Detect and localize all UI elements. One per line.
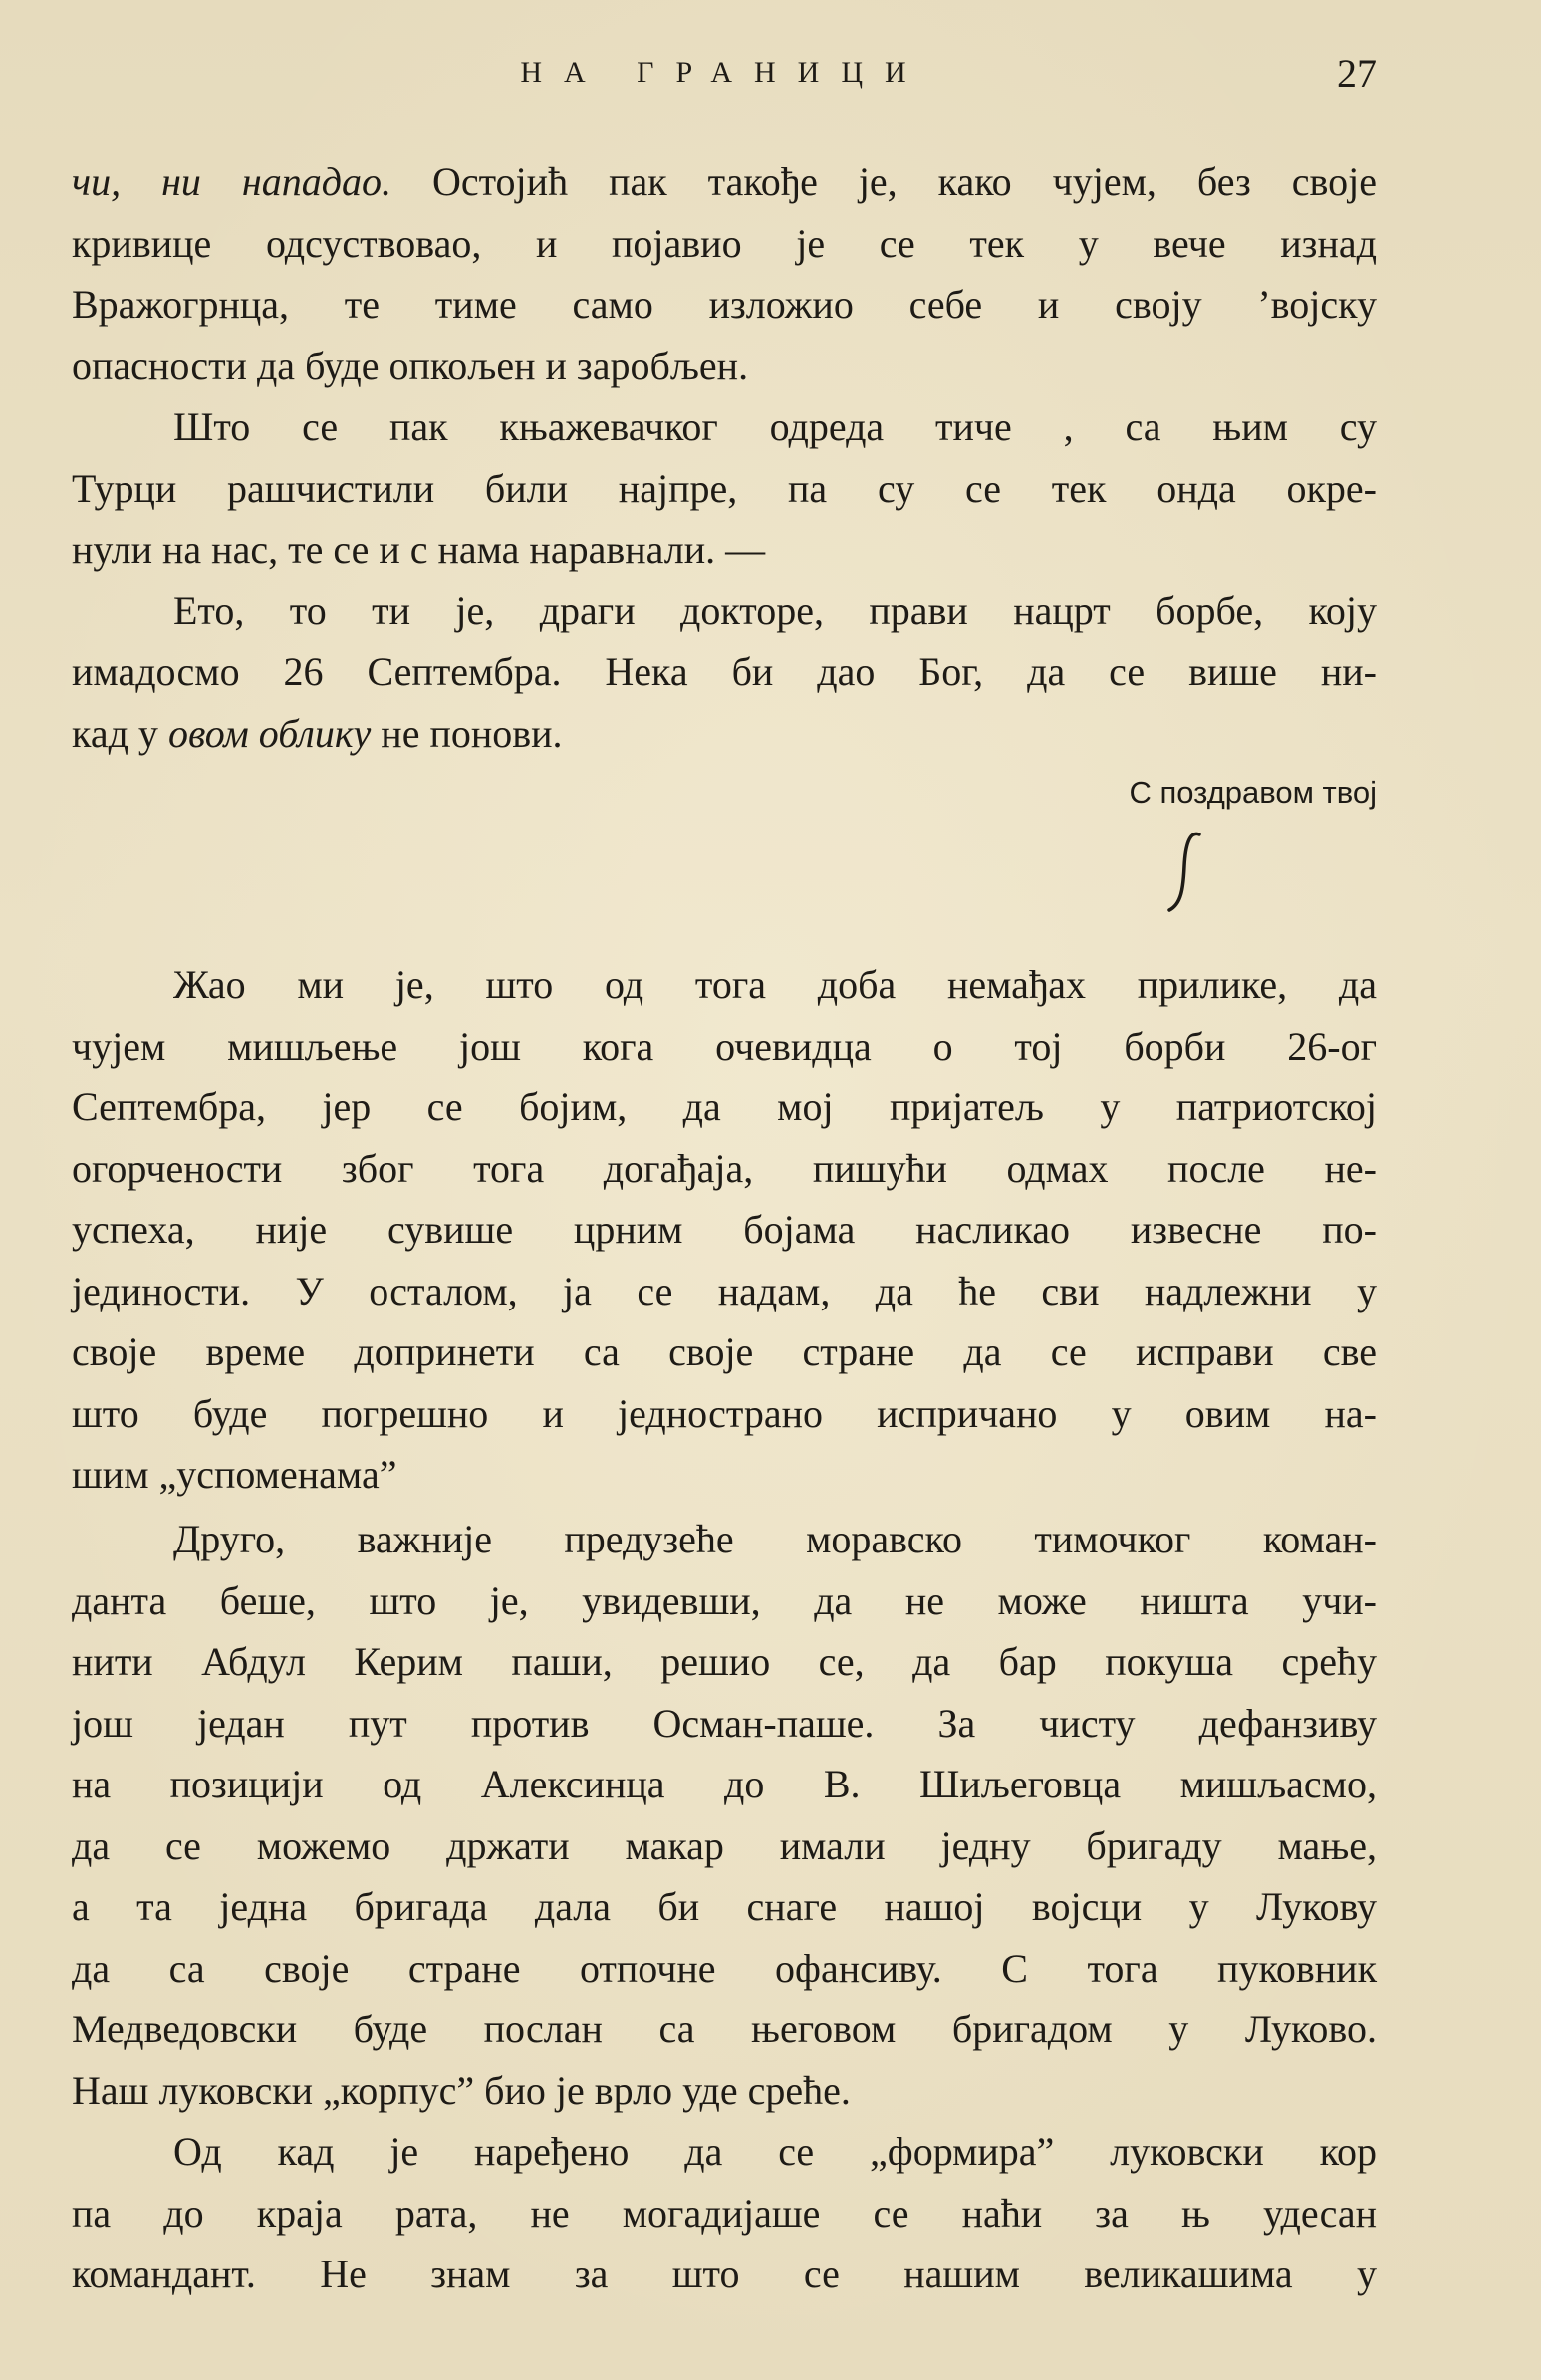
- text-line: Друго, важније предузеће моравско тимочког коман-: [173, 1517, 1377, 1561]
- text-line: јединости. У осталом, ја се надам, да ће сви надлежни у: [72, 1268, 1377, 1313]
- text-line: Септембра, јер се бојим, да мој пријатељ у патриотској: [72, 1084, 1377, 1129]
- signature-block: [72, 775, 1377, 914]
- text-line: Медведовски буде послан са његовом бригадом у Луково.: [72, 2007, 1377, 2051]
- text-line: [72, 703, 1377, 765]
- italic-phrase: овом облику: [167, 710, 372, 756]
- text-line: шим „успоменама”: [72, 1452, 397, 1497]
- text-line: да са своје стране отпочне офансиву. С тога пуковник: [72, 1945, 1377, 1991]
- text-line: командант. Не знам за што се нашим великашима у: [72, 2252, 1377, 2296]
- narrative-paragraphs: [72, 1509, 1377, 2305]
- text-line: нули на нас, те се и с нама наравнали. —: [72, 527, 766, 572]
- text-line: своје време допринети са своје стране да се исправи све: [72, 1329, 1377, 1374]
- text-line: а та једна бригада дала би снаге нашој војсци у Лукову: [72, 1884, 1377, 1929]
- text-line: Наш луковски „корпус” био је врло уде среће.: [72, 2067, 851, 2113]
- text-line: па до краја рата, не могадијаше се наћи за њ удесан: [72, 2190, 1377, 2236]
- text-line: Од кад је наређено да се „формира” луковски кор: [173, 2129, 1377, 2174]
- page-header: [72, 48, 1377, 108]
- text-line: Што се пак књажевачког одреда тиче , са њим су: [173, 404, 1377, 449]
- text-line: данта беше, што је, увидевши, да не може ништа учи-: [72, 1577, 1377, 1623]
- text-segment: не понови.: [371, 710, 563, 756]
- text-line: Жао ми је, што од тога доба немађах прилике, да: [173, 962, 1377, 1007]
- text-line: Ето, то ти је, драги докторе, прави нацрт борбе, коју: [173, 588, 1377, 633]
- text-segment: Остојић пак такође је, како чујем, без своје: [390, 159, 1377, 204]
- text-line: да се можемо држати макар имали једну бригаду мање,: [72, 1822, 1377, 1868]
- text-line: чујем мишљење још кога очевидца о тој борби 26-ог: [72, 1023, 1377, 1069]
- text-line: кривице одсуствовао, и појавио је се тек у вече изнад: [72, 220, 1377, 266]
- text-line: још један пут против Осман-паше. За чисту дефанзиву: [72, 1700, 1377, 1746]
- text-line: огорчености због тога догађаја, пишући одмах после не-: [72, 1145, 1377, 1191]
- closing-greeting: С поздравом твој: [1129, 775, 1377, 810]
- letter-text: [72, 151, 1377, 764]
- signature-mark-icon: [1156, 827, 1215, 916]
- text-line: нити Абдул Керим паши, решио се, да бар покуша срећу: [72, 1639, 1377, 1684]
- text-line: опасности да буде опкољен и заробљен.: [72, 343, 749, 388]
- italic-phrase: чи, ни нападао.: [72, 159, 391, 204]
- text-line: имадосмо 26 Септембра. Нека би дао Бог, да се више ни-: [72, 649, 1377, 694]
- text-segment: кад у: [72, 710, 168, 756]
- text-line: Вражогрнца, те тиме само изложио себе и своју ’војску: [72, 282, 1377, 327]
- text-line: на позицији од Алексинца до В. Шиљеговца мишљасмо,: [72, 1762, 1377, 1806]
- text-line: Турци рашчистили били најпре, па су се тек онда окре-: [72, 465, 1377, 511]
- text-line: што буде погрешно и једнострано испричано у овим на-: [72, 1390, 1377, 1436]
- text-line: [72, 151, 1377, 213]
- commentary-paragraph: [72, 954, 1377, 1506]
- text-line: успеха, није сувише црним бојама насликао извесне по-: [72, 1207, 1377, 1252]
- running-title: НА ГРАНИЦИ: [520, 56, 928, 89]
- page-number: 27: [1337, 51, 1377, 96]
